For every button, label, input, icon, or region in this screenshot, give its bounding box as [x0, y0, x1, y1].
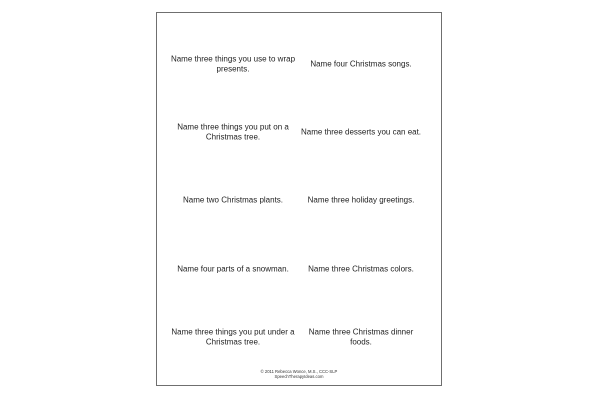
card-christmas-tree-decorations: Name three things you put on a Christmas tree.	[177, 122, 289, 141]
card-under-tree: Name three things you put under a Christmas tree.	[171, 327, 295, 346]
card-desserts: Name three desserts you can eat.	[300, 127, 422, 137]
card-christmas-songs: Name four Christmas songs.	[310, 59, 412, 69]
card-wrap-presents: Name three things you use to wrap presents.	[170, 54, 296, 73]
page-footer	[157, 369, 441, 379]
card-holiday-greetings: Name three holiday greetings.	[307, 195, 415, 205]
website-credit: SpeechTherapyIdeas.com	[274, 374, 324, 379]
card-snowman-parts: Name four parts of a snowman.	[177, 264, 289, 274]
copyright-notice: © 2011 Rebecca Wonce, M.S., CCC-SLP	[260, 369, 338, 374]
card-dinner-foods: Name three Christmas dinner foods.	[308, 327, 414, 346]
card-christmas-colors: Name three Christmas colors.	[308, 264, 414, 274]
card-christmas-plants: Name two Christmas plants.	[182, 195, 284, 205]
worksheet-page	[156, 12, 442, 386]
